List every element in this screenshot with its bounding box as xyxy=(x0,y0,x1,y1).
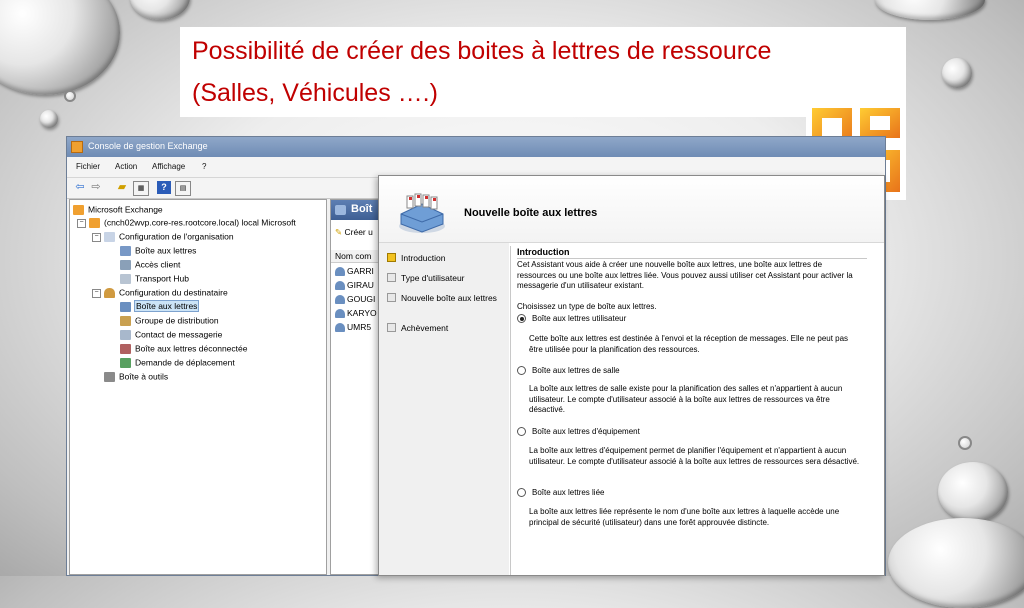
tree-item-disconnected-mailbox[interactable]: Boîte aux lettres déconnectée xyxy=(120,342,247,355)
option-description: La boîte aux lettres de salle existe pour la planification des salles et n'appartient à aucun utilisateur. Le compte d'utilisateur associé à la boîte aux lettres de ressources va être désactivé. xyxy=(529,384,843,414)
new-mailbox-wizard xyxy=(378,175,885,576)
water-drop-decoration xyxy=(130,0,190,20)
tree-item-client-access[interactable]: Accès client xyxy=(120,258,180,271)
create-action-label: Créer u xyxy=(344,227,373,237)
water-drop-decoration xyxy=(0,0,120,95)
radio-label: Boîte aux lettres de salle xyxy=(532,366,620,375)
toolbox-icon xyxy=(104,372,115,382)
radio-label: Boîte aux lettres d'équipement xyxy=(532,427,640,436)
forward-arrow-icon[interactable]: ⇨ xyxy=(91,181,101,193)
radio-unchecked-icon xyxy=(517,488,526,497)
radio-unchecked-icon xyxy=(517,427,526,436)
water-drop-decoration xyxy=(64,90,76,102)
move-request-icon xyxy=(120,358,131,368)
radio-label: Boîte aux lettres liée xyxy=(532,488,605,497)
window-titlebar[interactable] xyxy=(67,137,885,157)
step-label: Nouvelle boîte aux lettres xyxy=(401,293,497,303)
tree-item-move-request[interactable]: Demande de déplacement xyxy=(120,356,235,369)
collapse-toggle[interactable]: − xyxy=(92,289,101,298)
step-introduction[interactable] xyxy=(401,253,501,263)
radio-linked-mailbox[interactable] xyxy=(517,488,604,499)
distribution-group-icon xyxy=(120,316,131,326)
table-row[interactable] xyxy=(335,308,377,318)
step-label: Type d'utilisateur xyxy=(401,273,465,283)
tree-item-transport-hub[interactable]: Transport Hub xyxy=(120,272,189,285)
help-icon[interactable]: ? xyxy=(157,181,171,194)
option-description: Cette boîte aux lettres est destinée à l'envoi et la réception de messages. Elle ne peut pas être utilisée pour la planification des ressources. xyxy=(529,334,849,354)
tree-item-recipient-mailbox[interactable]: Boîte aux lettres xyxy=(120,300,198,313)
pending-step-icon xyxy=(387,293,396,302)
water-drop-decoration xyxy=(958,436,972,450)
user-icon xyxy=(335,267,345,276)
step-label: Achèvement xyxy=(401,323,449,333)
water-drop-decoration xyxy=(40,110,58,128)
table-cell: GOUGI xyxy=(347,294,376,304)
create-mailbox-action[interactable] xyxy=(335,227,373,238)
collapse-toggle[interactable]: − xyxy=(77,219,86,228)
radio-label: Boîte aux lettres utilisateur xyxy=(532,314,627,323)
slide-title-line-2: (Salles, Véhicules ….) xyxy=(192,79,438,107)
menu-help[interactable]: ? xyxy=(202,162,207,171)
tree-item-org-config[interactable]: Configuration de l'organisation xyxy=(104,230,234,243)
slide-title-line-1: Possibilité de créer des boites à lettres de ressource xyxy=(192,37,772,65)
radio-user-mailbox[interactable] xyxy=(517,314,626,325)
table-row[interactable] xyxy=(335,322,371,332)
tree-item-server[interactable]: (cnch02wvp.core-res.rootcore.local) local Microsoft xyxy=(89,216,296,229)
wizard-steps xyxy=(379,243,509,576)
table-row[interactable] xyxy=(335,266,374,276)
exchange-server-icon xyxy=(89,218,100,228)
user-icon xyxy=(335,295,345,304)
tree-item-microsoft-exchange[interactable]: Microsoft Exchange xyxy=(73,203,163,216)
exchange-icon xyxy=(71,141,83,153)
choose-text: Choisissez un type de boîte aux lettres. xyxy=(517,302,657,311)
water-drop-decoration xyxy=(888,518,1024,608)
properties-icon[interactable]: ▤ xyxy=(175,181,191,196)
menu-action[interactable]: Action xyxy=(115,162,138,171)
wizard-title: Nouvelle boîte aux lettres xyxy=(464,207,598,219)
menu-affichage[interactable]: Affichage xyxy=(152,162,186,171)
user-icon xyxy=(335,309,345,318)
intro-text: Cet Assistant vous aide à créer une nouvelle boîte aux lettres, une boîte aux lettres de ressources ou une boîte aux lettres liée. Vous pouvez aussi utiliser cet Assistant pour activer la messagerie d'un utilisateur existant. xyxy=(517,260,853,290)
collapse-toggle[interactable]: − xyxy=(92,233,101,242)
water-drop-decoration xyxy=(942,58,972,88)
table-row[interactable] xyxy=(335,280,374,290)
table-cell: GARRI xyxy=(347,266,374,276)
result-pane xyxy=(330,199,385,575)
option-description: La boîte aux lettres liée représente le nom d'une boîte aux lettres à laquelle accède une principal de sécurité (utilisateur) dans une forêt approuvée distincte. xyxy=(529,507,840,527)
step-completion[interactable] xyxy=(401,323,501,333)
step-new-mailbox[interactable] xyxy=(401,293,501,303)
wizard-header xyxy=(379,176,884,243)
mailbox-icon xyxy=(120,302,131,312)
menu-fichier[interactable]: Fichier xyxy=(76,162,101,171)
column-header-name[interactable]: Nom com xyxy=(331,250,384,263)
exchange-icon xyxy=(73,205,84,215)
transport-hub-icon xyxy=(120,274,131,284)
mailbox-icon xyxy=(120,246,131,256)
current-step-icon xyxy=(387,253,396,262)
tree-item-mail-contact[interactable]: Contact de messagerie xyxy=(120,328,222,341)
user-icon xyxy=(335,281,345,290)
divider xyxy=(517,258,867,259)
show-hide-tree-icon[interactable]: ▦ xyxy=(133,181,149,196)
console-tree xyxy=(69,199,327,575)
pending-step-icon xyxy=(387,323,396,332)
tree-item-distribution-group[interactable]: Groupe de distribution xyxy=(120,314,219,327)
water-drop-decoration xyxy=(938,462,1008,522)
window-title: Console de gestion Exchange xyxy=(88,141,208,151)
tree-item-org-mailbox[interactable]: Boîte aux lettres xyxy=(120,244,196,257)
org-config-icon xyxy=(104,232,115,242)
radio-equipment-mailbox[interactable] xyxy=(517,427,640,438)
option-description: La boîte aux lettres d'équipement permet de planifier l'équipement et n'appartient à aucun utilisateur. Le compte d'utilisateur associé à la boîte aux lettres de ressources sera désactivé. xyxy=(529,446,860,466)
user-icon xyxy=(335,323,345,332)
mailbox-icon xyxy=(335,205,346,215)
radio-unchecked-icon xyxy=(517,366,526,375)
step-user-type[interactable] xyxy=(401,273,501,283)
section-title: Introduction xyxy=(517,247,570,257)
divider xyxy=(510,246,511,576)
tree-item-toolbox[interactable]: Boîte à outils xyxy=(104,370,168,383)
disconnected-mailbox-icon xyxy=(120,344,131,354)
client-access-icon xyxy=(120,260,131,270)
result-pane-title: Boît xyxy=(351,203,373,215)
water-drop-decoration xyxy=(875,0,985,20)
step-label: Introduction xyxy=(401,253,446,263)
table-row[interactable] xyxy=(335,294,375,304)
table-cell: UMR5 xyxy=(347,322,372,332)
table-cell: GIRAU xyxy=(347,280,374,290)
radio-room-mailbox[interactable] xyxy=(517,366,620,377)
slide-title-box xyxy=(180,27,906,117)
mailbox-wizard-icon xyxy=(397,192,447,234)
radio-checked-icon xyxy=(517,314,526,323)
table-cell: KARYO xyxy=(347,308,377,318)
new-item-icon: ✎ xyxy=(335,227,343,237)
recipient-config-icon xyxy=(104,288,115,298)
result-pane-header xyxy=(331,200,384,220)
up-folder-icon[interactable]: ▰ xyxy=(117,181,127,193)
mail-contact-icon xyxy=(120,330,131,340)
pending-step-icon xyxy=(387,273,396,282)
tree-item-recipient-config[interactable]: Configuration du destinataire xyxy=(104,286,228,299)
back-arrow-icon[interactable]: ⇦ xyxy=(75,181,85,193)
